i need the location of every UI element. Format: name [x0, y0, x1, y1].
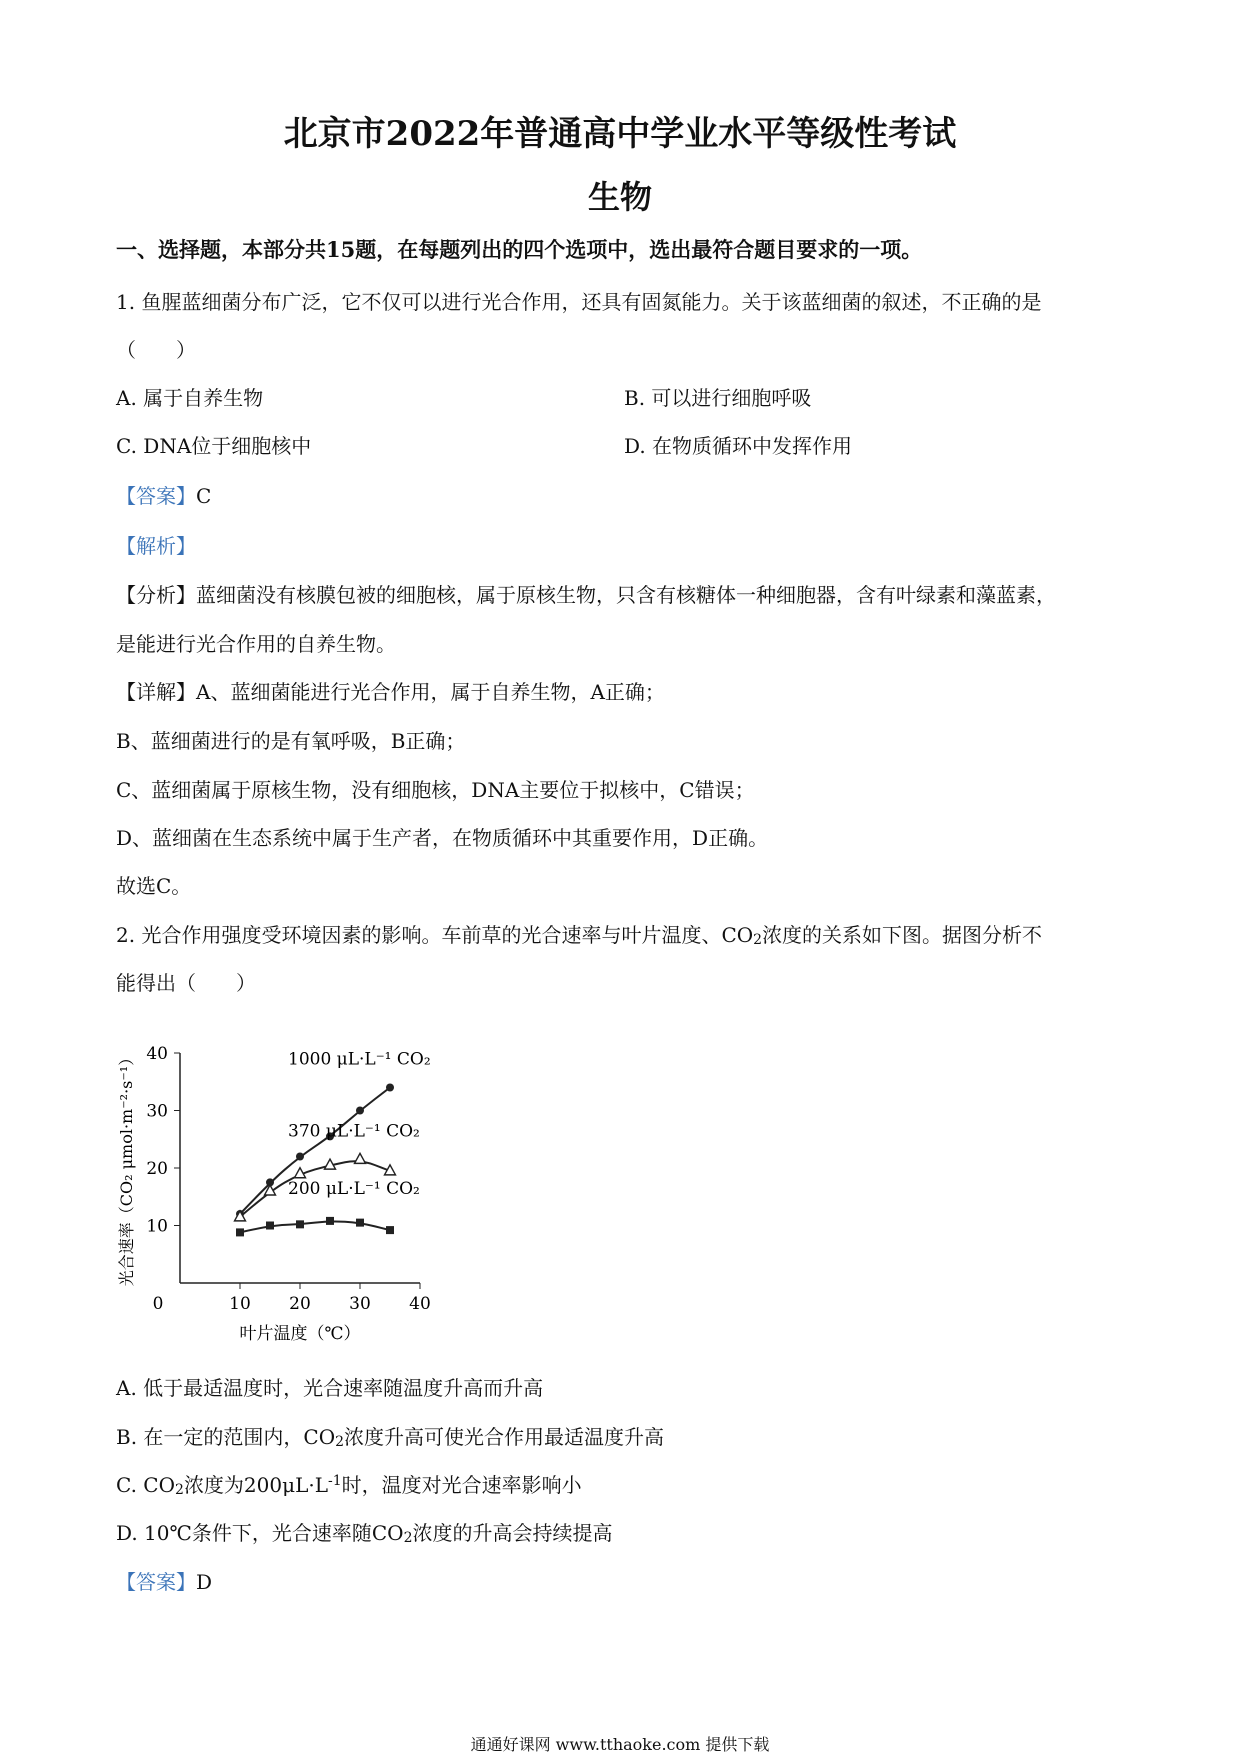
q2-option-d-part1: D. 10℃条件下，光合速率随CO — [116, 1521, 404, 1545]
q2-option-c-part2: 浓度为200μL·L — [183, 1473, 329, 1497]
q1-stem-line2: （ ） — [116, 338, 196, 362]
q1-conclusion: 故选C。 — [116, 874, 192, 898]
subject-title: 生物 — [587, 178, 652, 216]
q2-option-a: A. 低于最适温度时，光合速率随温度升高而升高 — [116, 1376, 544, 1400]
subscript-2: 2 — [175, 1482, 184, 1499]
data-point-triangle — [355, 1153, 366, 1163]
q2-answer — [116, 1570, 212, 1594]
series-label: 200 μL·L⁻¹ CO₂ — [288, 1178, 420, 1199]
q1-stem-line1: 1. 鱼腥蓝细菌分布广泛，它不仅可以进行光合作用，还具有固氮能力。关于该蓝细菌的叙述，不正确的是 — [116, 290, 1042, 314]
fenxi-tag: 【分析】 — [116, 583, 196, 607]
superscript-neg1: -1 — [328, 1473, 342, 1489]
photosynthesis-chart — [110, 1025, 490, 1355]
subscript-2: 2 — [403, 1530, 413, 1547]
q1-detail-c: C、蓝细菌属于原核生物，没有细胞核，DNA主要位于拟核中，C错误； — [116, 778, 755, 802]
data-point-circle — [386, 1084, 394, 1092]
q1-detail-d: D、蓝细菌在生态系统中属于生产者，在物质循环中其重要作用，D正确。 — [116, 826, 769, 850]
subscript-2: 2 — [335, 1434, 345, 1451]
q2-option-b-part1: B. 在一定的范围内，CO — [116, 1425, 336, 1449]
data-point-square — [296, 1220, 304, 1228]
data-point-circle — [356, 1107, 364, 1115]
q2-option-c-part3: 时，温度对光合速率影响小 — [341, 1473, 582, 1497]
x-tick-label: 10 — [229, 1294, 251, 1314]
x-axis-label: 叶片温度（℃） — [239, 1324, 361, 1344]
q1-option-c: C. DNA位于细胞核中 — [116, 434, 312, 458]
x-tick-label: 0 — [152, 1294, 164, 1314]
q1-fenxi-line1 — [116, 583, 1056, 607]
data-point-square — [266, 1222, 274, 1230]
y-tick-label: 40 — [146, 1044, 168, 1064]
exam-title: 北京市2022年普通高中学业水平等级性考试 — [283, 114, 957, 154]
x-tick-label: 20 — [289, 1294, 311, 1314]
detail-a-text: A、蓝细菌能进行光合作用，属于自养生物，A正确； — [196, 680, 665, 704]
section-heading: 一、选择题，本部分共15题，在每题列出的四个选项中，选出最符合题目要求的一项。 — [116, 237, 923, 262]
x-tick-label: 30 — [349, 1294, 371, 1314]
q2-option-d-part2: 浓度的升高会持续提高 — [412, 1521, 613, 1545]
q2-stem-line2: 能得出（ ） — [116, 971, 256, 995]
q1-detail-b: B、蓝细菌进行的是有氧呼吸，B正确； — [116, 729, 466, 753]
y-tick-label: 10 — [146, 1216, 168, 1237]
q2-stem-line1 — [116, 923, 1042, 949]
data-point-circle — [296, 1153, 304, 1161]
fenxi-text: 蓝细菌没有核膜包被的细胞核，属于原核生物，只含有核糖体一种细胞器，含有叶绿素和藻蓝素， — [196, 583, 1056, 607]
xiangjie-tag: 【详解】 — [116, 680, 196, 704]
answer-tag: 【答案】 — [116, 484, 196, 508]
footer-source: 通通好课网 www.tthaoke.com 提供下载 — [470, 1735, 770, 1754]
y-tick-label: 20 — [146, 1159, 168, 1179]
data-point-square — [236, 1228, 244, 1236]
q2-option-b — [116, 1425, 664, 1451]
series-label: 370 μL·L⁻¹ CO₂ — [288, 1121, 420, 1142]
q1-option-d: D. 在物质循环中发挥作用 — [624, 434, 853, 458]
series-label: 1000 μL·L⁻¹ CO₂ — [288, 1049, 431, 1070]
q1-fenxi-line2: 是能进行光合作用的自养生物。 — [116, 632, 396, 656]
q2-option-c — [116, 1473, 582, 1499]
answer-tag: 【答案】 — [116, 1570, 196, 1594]
q1-answer — [116, 484, 211, 508]
q1-option-a: A. 属于自养生物 — [116, 386, 264, 410]
q1-detail-a — [116, 680, 665, 704]
q2-option-c-part1: C. CO — [116, 1473, 176, 1497]
q1-analysis-tag: 【解析】 — [116, 534, 196, 558]
q2-stem-part1: 2. 光合作用强度受环境因素的影响。车前草的光合速率与叶片温度、CO — [116, 923, 754, 947]
answer-value: D — [196, 1570, 213, 1594]
data-point-square — [356, 1219, 364, 1227]
q2-option-b-part2: 浓度升高可使光合作用最适温度升高 — [344, 1425, 665, 1449]
q2-stem-part2: 浓度的关系如下图。据图分析不 — [762, 923, 1043, 947]
y-axis-label: 光合速率（CO₂ μmol·m⁻²·s⁻¹） — [117, 1049, 136, 1287]
series-line — [240, 1221, 390, 1232]
x-tick-label: 40 — [409, 1294, 431, 1314]
q1-option-b: B. 可以进行细胞呼吸 — [624, 386, 812, 410]
data-point-square — [386, 1226, 394, 1234]
subscript-2: 2 — [753, 932, 763, 949]
y-tick-label: 30 — [146, 1101, 168, 1122]
answer-value: C — [196, 484, 212, 508]
q2-option-d — [116, 1521, 612, 1547]
data-point-square — [326, 1217, 334, 1225]
